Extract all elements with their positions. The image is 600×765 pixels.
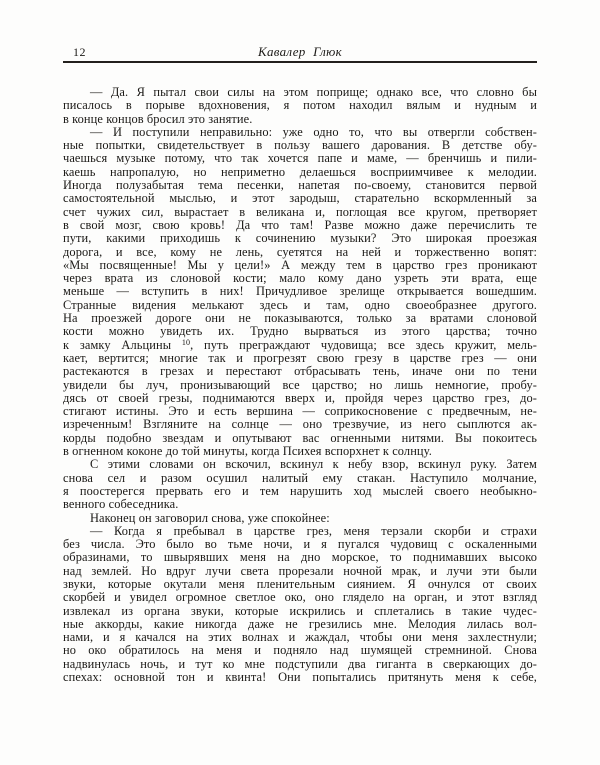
text-line: ные аккорды, какие никогда даже не грезились мне. Мелодия лилась вол- [63,616,537,631]
text-line: стигают истины. Это и есть вершина — соприкосновение с предвечным, не- [63,404,537,419]
footnote-reference: 10 [181,337,191,347]
text-line: я поостерегся прервать его и тем нарушить ход мыслей своего необыкно- [63,483,537,498]
text-line: в свой мозг, свою кровь! Да что там! Разве можно даже перечислить те [63,217,537,232]
text-line: — Когда я пребывал в царстве грез, меня терзали скорби и страхи [90,523,537,538]
text-segment: к замку Альцины [63,337,182,352]
text-line: скорбей и увидел огромное светлое око, оно глядело на орган, и этот взгляд [63,590,537,605]
text-line: без числа. Это было во тьме ночи, и я пугался чудовищ с оскаленными [63,537,537,552]
text-line: писалось в порыве вдохновения, я потом находил вялым и нудным и [63,98,537,113]
text-line: Странные видения мелькают здесь и там, одно своеобразнее другого. [63,297,537,312]
text-line: в огненном коконе до той минуты, когда Психея вспорхнет к солнцу. [63,444,432,459]
text-line: Иногда полузабытая тема песенки, напетая по-своему, становится первой [63,178,537,193]
text-line: образинами, то швырявших меня на дно морское, то поднимавших высоко [63,550,537,565]
running-title: Кавалер Глюк [258,44,342,59]
text-line: — Да. Я пытал свои силы на этом поприще; однако все, что словно бы [90,85,537,99]
text-line: надвинулась ночь, и тут ко мне подступили два гиганта в сверкающих до- [63,656,537,671]
text-line: На проезжей дороге они не показываются, только за вратами слоновой [63,311,537,326]
text-line: ные попытки, свидетельствует в пользу вашего дарования. В детстве обу- [63,138,537,153]
text-line: звуки, которые окутали меня пленительным сиянием. Я очнулся от своих [63,576,537,591]
text-line: через врата из слоновой кости; мало кому дано узреть эти врата, еще [63,271,537,286]
text-line: увидели бы луч, пронизывающий все царство; но лишь немногие, пробу- [63,377,537,392]
text-line [63,339,537,352]
text-line: С этими словами он вскочил, вскинул к небу взор, вскинул руку. Затем [90,457,537,472]
text-line: извлекал из органа звуки, которые искрились и сплетались в такие чудес- [63,603,537,618]
text-line: меньше — вступить в них! Причудливое зрелище открывается вошедшим. [63,284,537,299]
text-line: но око обратилось на меня и подняло над шумящей стремниной. Снова [63,643,537,658]
text-line: над землей. Но вдруг лучи света прорезали ночной мрак, и лучи эти были [63,563,537,578]
page-header [63,44,537,60]
text-line: счет чужих сил, вырастает в великана и, поглощая все кругом, претворяет [63,204,537,219]
text-line: в конце концов бросил это занятие. [63,111,253,126]
text-line: Наконец он заговорил снова, уже спокойнее: [90,510,330,525]
text-line: дясь от своей грезы, поднимаются вверх и, пройдя через царство грез, до- [63,390,537,405]
text-line: спехах: основной тон и квинта! Они попытались притянуть меня к себе, [63,670,537,685]
page-number: 12 [73,45,86,59]
text-segment: , путь преграждают чудовища; все здесь кружит, мель- [190,337,537,352]
text-line: чаешься музыке потому, что так хочется папе и маме, — бренчишь и пили- [63,151,537,166]
text-line: кости можно увидеть их. Трудно вырваться из этого царства; точно [63,324,537,339]
text-block [63,86,537,684]
text-line: дорога, и все, кому не лень, суетятся на ней и торжественно вопят: [63,244,537,259]
text-line: снова сел и разом осушил налитый ему стакан. Наступило молчание, [63,470,537,485]
text-line: венного собеседника. [63,497,179,512]
text-line: самостоятельной мыслью, и этот зародыш, старательно вскормленный за [63,191,537,206]
text-line: пути, какими приходишь к сочинению музыки? Это широкая проезжая [63,231,537,246]
text-line: «Мы посвященные! Мы у цели!» А между тем в царство грез проникают [63,257,537,272]
text-line: — И поступили неправильно: уже одно то, что вы отвергли собствен- [90,124,537,139]
text-line: нами, и я качался на этих волнах и жаждал, чтобы они меня захлестнули; [63,630,537,645]
text-line: кает, вертится; многие так и прогрезят свою грезу в царстве грез — они [63,350,537,365]
text-line: корды подобно звездам и опутывают вас огненными нитями. Вы покоитесь [63,430,537,445]
text-line: каешь напропалую, но неприметно делаешься восприимчивее к мелодии. [63,164,537,179]
text-line: изреченным! Взгляните на солнце — оно трезвучие, из него сыплются ак- [63,417,537,432]
header-rule [63,61,537,63]
text-line: растекаются в грезах и перестают отбрасывать тень, иначе они по тени [63,364,537,379]
